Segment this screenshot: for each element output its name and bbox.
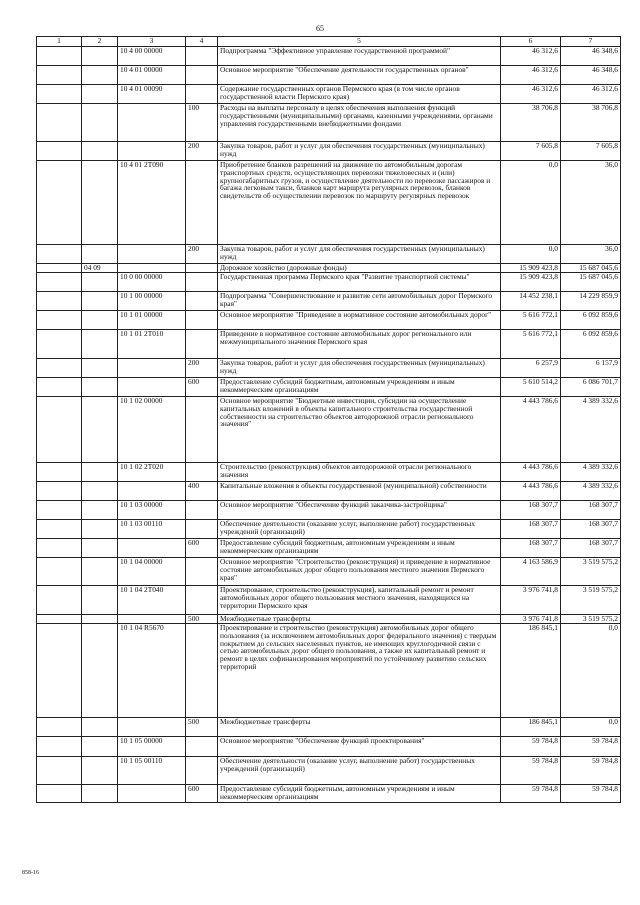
cell-amount-col6: 4 443 786,6 bbox=[501, 397, 561, 463]
cell-subsection: 04 09 bbox=[82, 264, 118, 273]
cell-item-name: Содержание государственных органов Пермского края (в том числе органов государственной власти Пермского края) bbox=[218, 85, 501, 104]
table-row bbox=[37, 718, 621, 737]
cell-subsection bbox=[82, 558, 118, 586]
cell-section bbox=[37, 520, 82, 539]
cell-item-name: Основное мероприятие "Бюджетные инвестиции, субсидии на осуществление капитальных вложений в объекты капитального строительства государственной собственности на строительство объектов автодорожной отрасли регионального значения" bbox=[218, 397, 501, 463]
cell-expense-type: 500 bbox=[186, 615, 218, 624]
cell-amount-col6: 4 443 786,6 bbox=[501, 463, 561, 482]
cell-section bbox=[37, 85, 82, 104]
cell-target-code bbox=[118, 104, 186, 142]
cell-amount-col7: 0,0 bbox=[561, 718, 621, 737]
cell-section bbox=[37, 311, 82, 330]
cell-section bbox=[37, 66, 82, 85]
cell-item-name: Предоставление субсидий бюджетным, автономным учреждениям и иным некоммерческим организациям bbox=[218, 378, 501, 397]
cell-target-code: 10 4 00 00000 bbox=[118, 47, 186, 66]
cell-item-name: Закупка товаров, работ и услуг для обеспечения государственных (муниципальных) нужд bbox=[218, 359, 501, 378]
cell-item-name: Проектирование и строительство (реконструкция) автомобильных дорог общего пользования (за исключением автомобильных дорог федерального значения) с твердым покрытием до сельских населенных пунктов, не имеющих круглогодичной связи с сетью автомобильных дорог общего пользования, а также их капитальный ремонт и ремонт в целях софинансирования мероприятий по устойчивому развитию сельских территорий bbox=[218, 624, 501, 718]
cell-subsection bbox=[82, 47, 118, 66]
cell-expense-type bbox=[186, 586, 218, 615]
cell-amount-col7: 168 307,7 bbox=[561, 539, 621, 558]
cell-target-code: 10 4 01 2T090 bbox=[118, 161, 186, 245]
cell-amount-col6: 0,0 bbox=[501, 161, 561, 245]
cell-expense-type bbox=[186, 463, 218, 482]
cell-amount-col7: 6 092 859,6 bbox=[561, 330, 621, 359]
cell-amount-col7: 4 389 332,6 bbox=[561, 397, 621, 463]
cell-expense-type: 600 bbox=[186, 785, 218, 803]
cell-amount-col6: 186 845,1 bbox=[501, 718, 561, 737]
cell-amount-col6: 7 605,8 bbox=[501, 142, 561, 161]
cell-target-code: 10 1 04 00000 bbox=[118, 558, 186, 586]
cell-item-name: Закупка товаров, работ и услуг для обеспечения государственных (муниципальных) нужд bbox=[218, 142, 501, 161]
cell-amount-col7: 168 307,7 bbox=[561, 501, 621, 520]
cell-amount-col7: 7 605,8 bbox=[561, 142, 621, 161]
cell-expense-type bbox=[186, 737, 218, 757]
column-header: 7 bbox=[561, 37, 621, 47]
table-row bbox=[37, 47, 621, 66]
table-row bbox=[37, 482, 621, 501]
cell-amount-col7: 4 389 332,6 bbox=[561, 463, 621, 482]
cell-subsection bbox=[82, 85, 118, 104]
table-row bbox=[37, 66, 621, 85]
cell-section bbox=[37, 142, 82, 161]
cell-subsection bbox=[82, 378, 118, 397]
cell-expense-type bbox=[186, 520, 218, 539]
cell-target-code bbox=[118, 615, 186, 624]
cell-item-name: Основное мероприятие "Обеспечение деятельности государственных органов" bbox=[218, 66, 501, 85]
cell-amount-col6: 6 257,9 bbox=[501, 359, 561, 378]
cell-section bbox=[37, 718, 82, 737]
cell-section bbox=[37, 330, 82, 359]
cell-target-code bbox=[118, 539, 186, 558]
cell-subsection bbox=[82, 104, 118, 142]
cell-amount-col7: 6 157,9 bbox=[561, 359, 621, 378]
cell-target-code: 10 4 01 00090 bbox=[118, 85, 186, 104]
table-row bbox=[37, 311, 621, 330]
column-header: 2 bbox=[82, 37, 118, 47]
table-row bbox=[37, 624, 621, 718]
cell-expense-type: 400 bbox=[186, 482, 218, 501]
table-row bbox=[37, 161, 621, 245]
table-row bbox=[37, 378, 621, 397]
cell-target-code bbox=[118, 785, 186, 803]
cell-expense-type bbox=[186, 66, 218, 85]
cell-item-name: Дорожное хозяйство (дорожные фонды) bbox=[218, 264, 501, 273]
table-row bbox=[37, 104, 621, 142]
cell-target-code: 10 1 02 00000 bbox=[118, 397, 186, 463]
cell-target-code: 10 1 05 00110 bbox=[118, 757, 186, 785]
cell-target-code: 10 1 04 R5670 bbox=[118, 624, 186, 718]
cell-subsection bbox=[82, 330, 118, 359]
cell-target-code bbox=[118, 718, 186, 737]
cell-amount-col6: 46 312,6 bbox=[501, 85, 561, 104]
cell-expense-type bbox=[186, 501, 218, 520]
cell-amount-col6: 59 784,8 bbox=[501, 757, 561, 785]
cell-expense-type bbox=[186, 330, 218, 359]
cell-expense-type bbox=[186, 397, 218, 463]
cell-target-code: 10 1 01 00000 bbox=[118, 311, 186, 330]
cell-subsection bbox=[82, 586, 118, 615]
cell-amount-col7: 3 519 575,2 bbox=[561, 558, 621, 586]
cell-target-code bbox=[118, 142, 186, 161]
cell-amount-col6: 46 312,6 bbox=[501, 47, 561, 66]
cell-amount-col6: 59 784,8 bbox=[501, 737, 561, 757]
cell-item-name: Приведение в нормативное состояние автомобильных дорог регионального или межмуниципального значения Пермского края bbox=[218, 330, 501, 359]
cell-target-code bbox=[118, 378, 186, 397]
cell-amount-col7: 59 784,8 bbox=[561, 785, 621, 803]
cell-amount-col6: 15 909 423,8 bbox=[501, 264, 561, 273]
cell-subsection bbox=[82, 482, 118, 501]
cell-subsection bbox=[82, 520, 118, 539]
table-row bbox=[37, 586, 621, 615]
cell-section bbox=[37, 273, 82, 292]
cell-expense-type bbox=[186, 161, 218, 245]
table-row bbox=[37, 757, 621, 785]
cell-subsection bbox=[82, 66, 118, 85]
cell-item-name: Предоставление субсидий бюджетным, автономным учреждениям и иным некоммерческим организациям bbox=[218, 785, 501, 803]
cell-amount-col6: 38 706,8 bbox=[501, 104, 561, 142]
cell-item-name: Обеспечение деятельности (оказание услуг, выполнение работ) государственных учреждений (организаций) bbox=[218, 757, 501, 785]
cell-amount-col7: 168 307,7 bbox=[561, 520, 621, 539]
column-header: 5 bbox=[218, 37, 501, 47]
cell-amount-col7: 59 784,8 bbox=[561, 757, 621, 785]
column-header: 4 bbox=[186, 37, 218, 47]
cell-amount-col6: 168 307,7 bbox=[501, 520, 561, 539]
cell-amount-col7: 15 687 045,6 bbox=[561, 264, 621, 273]
cell-item-name: Межбюджетные трансферты bbox=[218, 718, 501, 737]
cell-amount-col7: 59 784,8 bbox=[561, 737, 621, 757]
cell-section bbox=[37, 757, 82, 785]
table-row bbox=[37, 558, 621, 586]
cell-amount-col6: 15 909 423,8 bbox=[501, 273, 561, 292]
table-row bbox=[37, 501, 621, 520]
cell-subsection bbox=[82, 292, 118, 311]
cell-amount-col6: 0,0 bbox=[501, 245, 561, 264]
cell-section bbox=[37, 586, 82, 615]
cell-amount-col7: 6 086 701,7 bbox=[561, 378, 621, 397]
cell-expense-type bbox=[186, 757, 218, 785]
cell-item-name: Расходы на выплаты персоналу в целях обеспечения выполнения функций государственными (муниципальными) органами, казенными учреждениями, органами управления государственными внебюджетными фондами bbox=[218, 104, 501, 142]
cell-expense-type: 200 bbox=[186, 142, 218, 161]
cell-subsection bbox=[82, 501, 118, 520]
cell-amount-col7: 36,0 bbox=[561, 161, 621, 245]
cell-section bbox=[37, 161, 82, 245]
cell-section bbox=[37, 47, 82, 66]
table-row bbox=[37, 520, 621, 539]
table-row bbox=[37, 397, 621, 463]
cell-amount-col7: 4 389 332,6 bbox=[561, 482, 621, 501]
table-row bbox=[37, 463, 621, 482]
cell-item-name: Обеспечение деятельности (оказание услуг, выполнение работ) государственных учреждений (организаций) bbox=[218, 520, 501, 539]
cell-section bbox=[37, 624, 82, 718]
cell-subsection bbox=[82, 245, 118, 264]
cell-amount-col6: 168 307,7 bbox=[501, 539, 561, 558]
table-row bbox=[37, 142, 621, 161]
cell-subsection bbox=[82, 142, 118, 161]
cell-item-name: Приобретение бланков разрешений на движение по автомобильным дорогам транспортных средств, осуществляющих перевозки тяжеловесных и (или) крупногабаритных грузов, и осуществление деятельности по перевозке пассажиров и багажа легковым такси, бланков карт маршрута регулярных перевозок, бланков свидетельств об осуществлении перевозок по маршруту регулярных перевозок bbox=[218, 161, 501, 245]
cell-amount-col7: 3 519 575,2 bbox=[561, 586, 621, 615]
page-number: 65 bbox=[316, 24, 324, 33]
cell-subsection bbox=[82, 624, 118, 718]
cell-section bbox=[37, 264, 82, 273]
cell-amount-col6: 186 845,1 bbox=[501, 624, 561, 718]
table-row bbox=[37, 245, 621, 264]
cell-item-name: Предоставление субсидий бюджетным, автономным учреждениям и иным некоммерческим организациям bbox=[218, 539, 501, 558]
cell-expense-type bbox=[186, 47, 218, 66]
cell-item-name: Межбюджетные трансферты bbox=[218, 615, 501, 624]
table-row bbox=[37, 273, 621, 292]
cell-target-code bbox=[118, 245, 186, 264]
cell-section bbox=[37, 539, 82, 558]
cell-expense-type: 200 bbox=[186, 245, 218, 264]
cell-target-code bbox=[118, 264, 186, 273]
cell-subsection bbox=[82, 757, 118, 785]
cell-expense-type bbox=[186, 85, 218, 104]
cell-item-name: Основное мероприятие "Обеспечение функций проектирования" bbox=[218, 737, 501, 757]
column-header: 6 bbox=[501, 37, 561, 47]
cell-target-code: 10 1 02 2T020 bbox=[118, 463, 186, 482]
cell-subsection bbox=[82, 311, 118, 330]
cell-section bbox=[37, 397, 82, 463]
cell-amount-col7: 14 229 859,9 bbox=[561, 292, 621, 311]
cell-section bbox=[37, 615, 82, 624]
cell-section bbox=[37, 482, 82, 501]
cell-subsection bbox=[82, 359, 118, 378]
cell-target-code: 10 1 00 00000 bbox=[118, 292, 186, 311]
cell-amount-col7: 46 312,6 bbox=[561, 85, 621, 104]
cell-item-name: Подпрограмма "Совершенствование и развитие сети автомобильных дорог Пермского края" bbox=[218, 292, 501, 311]
table-row bbox=[37, 539, 621, 558]
cell-target-code: 10 1 05 00000 bbox=[118, 737, 186, 757]
cell-section bbox=[37, 245, 82, 264]
cell-item-name: Подпрограмма "Эффективное управление государственной программой" bbox=[218, 47, 501, 66]
cell-subsection bbox=[82, 718, 118, 737]
cell-expense-type: 200 bbox=[186, 359, 218, 378]
cell-target-code bbox=[118, 359, 186, 378]
cell-subsection bbox=[82, 397, 118, 463]
cell-amount-col6: 5 610 514,2 bbox=[501, 378, 561, 397]
cell-amount-col7: 46 348,6 bbox=[561, 47, 621, 66]
cell-section bbox=[37, 501, 82, 520]
cell-amount-col6: 46 312,6 bbox=[501, 66, 561, 85]
cell-amount-col6: 3 976 741,8 bbox=[501, 615, 561, 624]
table-body bbox=[37, 47, 621, 803]
column-header: 1 bbox=[37, 37, 82, 47]
cell-amount-col7: 6 092 859,6 bbox=[561, 311, 621, 330]
cell-item-name: Основное мероприятие "Приведение в нормативное состояние автомобильных дорог" bbox=[218, 311, 501, 330]
cell-amount-col7: 36,0 bbox=[561, 245, 621, 264]
cell-subsection bbox=[82, 161, 118, 245]
cell-expense-type bbox=[186, 558, 218, 586]
cell-amount-col6: 14 452 238,1 bbox=[501, 292, 561, 311]
cell-item-name: Основное мероприятие "Строительство (реконструкция) и приведение в нормативное состояние автомобильных дорог общего пользования местного значения Пермского края" bbox=[218, 558, 501, 586]
cell-expense-type: 600 bbox=[186, 539, 218, 558]
footer-code: 858-16 bbox=[22, 870, 39, 876]
cell-subsection bbox=[82, 785, 118, 803]
cell-expense-type bbox=[186, 273, 218, 292]
cell-section bbox=[37, 463, 82, 482]
table-row bbox=[37, 615, 621, 624]
cell-target-code: 10 1 04 2T040 bbox=[118, 586, 186, 615]
cell-amount-col6: 5 616 772,1 bbox=[501, 330, 561, 359]
table-row bbox=[37, 264, 621, 273]
cell-amount-col6: 3 976 741,8 bbox=[501, 586, 561, 615]
cell-section bbox=[37, 785, 82, 803]
table-row bbox=[37, 330, 621, 359]
table-row bbox=[37, 737, 621, 757]
cell-subsection bbox=[82, 539, 118, 558]
cell-item-name: Закупка товаров, работ и услуг для обеспечения государственных (муниципальных) нужд bbox=[218, 245, 501, 264]
table-row bbox=[37, 785, 621, 803]
cell-section bbox=[37, 104, 82, 142]
cell-item-name: Основное мероприятие "Обеспечение функций заказчика-застройщика" bbox=[218, 501, 501, 520]
cell-amount-col6: 168 307,7 bbox=[501, 501, 561, 520]
cell-amount-col6: 59 784,8 bbox=[501, 785, 561, 803]
cell-target-code bbox=[118, 482, 186, 501]
cell-section bbox=[37, 558, 82, 586]
cell-item-name: Государственная программа Пермского края "Развитие транспортной системы" bbox=[218, 273, 501, 292]
cell-amount-col7: 46 348,6 bbox=[561, 66, 621, 85]
cell-amount-col6: 4 163 586,9 bbox=[501, 558, 561, 586]
cell-amount-col6: 4 443 786,6 bbox=[501, 482, 561, 501]
table-row bbox=[37, 292, 621, 311]
column-number-row bbox=[37, 37, 621, 47]
cell-expense-type: 100 bbox=[186, 104, 218, 142]
cell-amount-col7: 0,0 bbox=[561, 624, 621, 718]
budget-table bbox=[36, 36, 621, 803]
cell-target-code: 10 1 03 00000 bbox=[118, 501, 186, 520]
cell-subsection bbox=[82, 463, 118, 482]
cell-target-code: 10 0 00 00000 bbox=[118, 273, 186, 292]
cell-item-name: Капитальные вложения в объекты государственной (муниципальной) собственности bbox=[218, 482, 501, 501]
cell-subsection bbox=[82, 615, 118, 624]
table-row bbox=[37, 85, 621, 104]
cell-target-code: 10 1 01 2T010 bbox=[118, 330, 186, 359]
cell-target-code: 10 1 03 00110 bbox=[118, 520, 186, 539]
cell-subsection bbox=[82, 737, 118, 757]
cell-item-name: Проектирование, строительство (реконструкция), капитальный ремонт и ремонт автомобильных дорог общего пользования местного значения, находящихся на территории Пермского края bbox=[218, 586, 501, 615]
cell-amount-col7: 3 519 575,2 bbox=[561, 615, 621, 624]
cell-expense-type bbox=[186, 264, 218, 273]
column-header: 3 bbox=[118, 37, 186, 47]
cell-amount-col7: 38 706,8 bbox=[561, 104, 621, 142]
cell-section bbox=[37, 359, 82, 378]
cell-amount-col6: 5 616 772,1 bbox=[501, 311, 561, 330]
cell-target-code: 10 4 01 00000 bbox=[118, 66, 186, 85]
cell-section bbox=[37, 378, 82, 397]
cell-expense-type: 600 bbox=[186, 378, 218, 397]
cell-amount-col7: 15 687 045,6 bbox=[561, 273, 621, 292]
cell-expense-type bbox=[186, 624, 218, 718]
table-row bbox=[37, 359, 621, 378]
cell-section bbox=[37, 737, 82, 757]
cell-expense-type bbox=[186, 292, 218, 311]
cell-expense-type bbox=[186, 311, 218, 330]
cell-expense-type: 500 bbox=[186, 718, 218, 737]
cell-subsection bbox=[82, 273, 118, 292]
cell-section bbox=[37, 292, 82, 311]
cell-item-name: Строительство (реконструкция) объектов автодорожной отрасли регионального значения bbox=[218, 463, 501, 482]
